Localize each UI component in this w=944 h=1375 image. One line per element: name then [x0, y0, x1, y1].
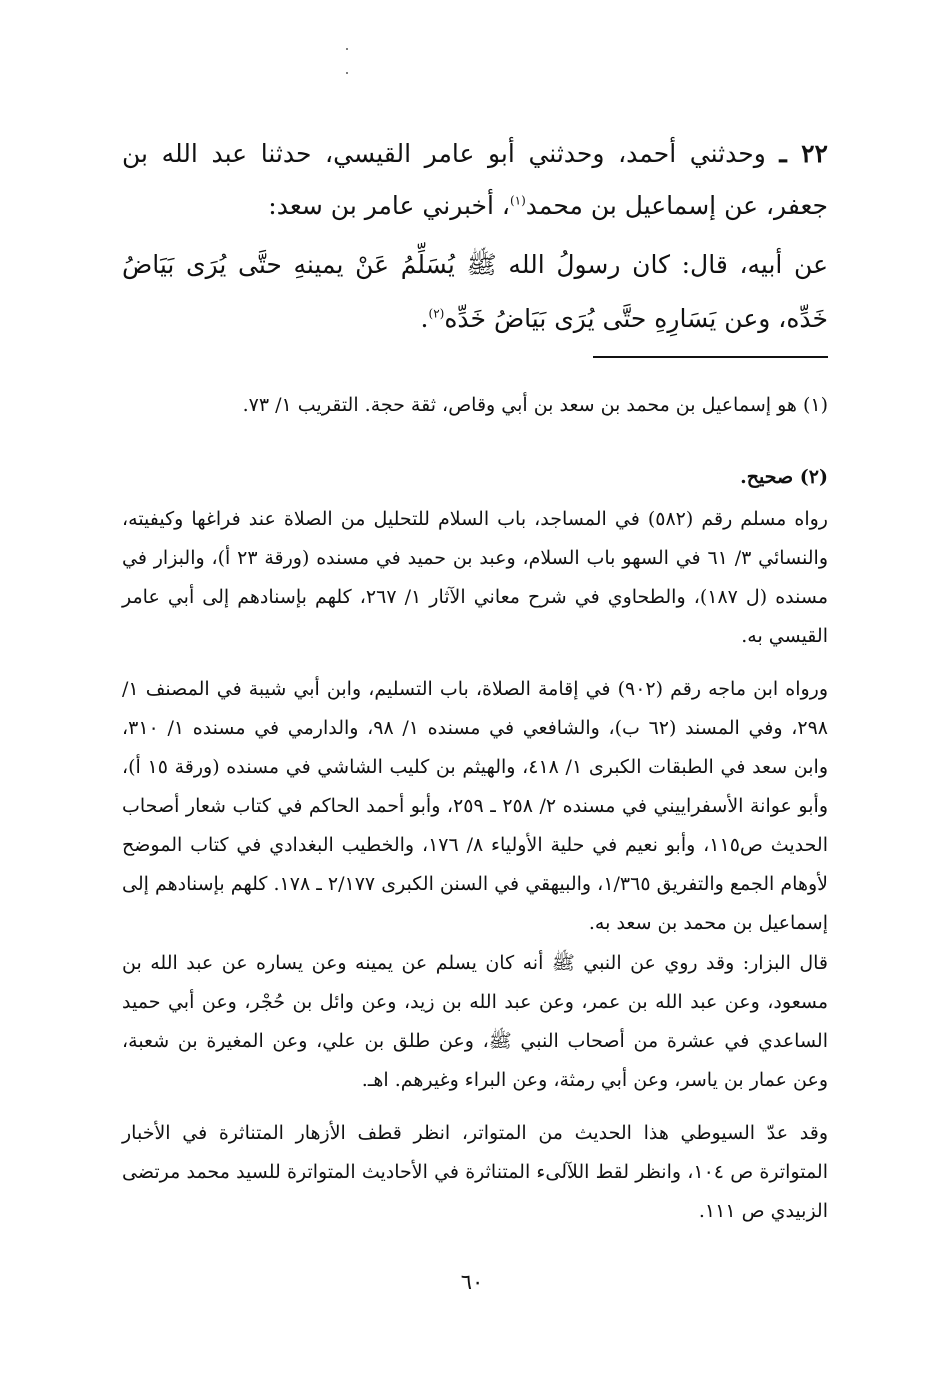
page-number: ٦٠	[460, 1270, 484, 1294]
footnote-ref-2: (٢)	[428, 306, 445, 321]
footnote-2-paragraph-4: وقد عدّ السيوطي هذا الحديث من المتواتر، انظر قطف الأزهار المتناثرة في الأخبار المتواترة ص ١٠٤، وانظر لقط اللآلىء المتناثرة في الأحاديث المتواترة للسيد محمد مرتضى الزبيدي ص ١١١.	[122, 1122, 828, 1222]
footnote-2-paragraph-1: رواه مسلم رقم (٥٨٢) في المساجد، باب السلام للتحليل من الصلاة عند فراغها وكيفيته، والنسائي ٣/ ٦١ في السهو باب السلام، وعبد بن حميد في مسنده (ورقة ٢٣ أ)، والبزار في مسنده (ل ١٨٧)، والطحاوي في شرح معاني الآثار ١/ ٢٦٧، كلهم بإسنادهم إلى أبي عامر القيسي به.	[122, 508, 828, 647]
footnote-ref-1: (١)	[509, 193, 526, 208]
footnote-2-paragraph-3: قال البزار: وقد روي عن النبي ﷺ أنه كان يسلم عن يمينه وعن يساره عن عبد الله بن مسعود، وعن عبد الله بن عمر، وعن عبد الله بن زيد، وعن وائل بن حُجْر، وعن أبي حميد الساعدي في عشرة من أصحاب النبي ﷺ، وعن طلق بن علي، وعن المغيرة بن شعبة، وعن عمار بن ياسر، وعن أبي رمثة، وعن البراء وغيرهم. اهـ.	[122, 952, 828, 1091]
matn-text: عن أبيه، قال: كان رسولُ الله ﷺ يُسَلِّمُ عَنْ يمينهِ حتَّى يُرَى بَيَاضُ خَدِّه، وعن يَسَارِهِ حتَّى يُرَى بَيَاضُ خَدِّه	[122, 250, 828, 333]
footnote-2-paragraph-2: ورواه ابن ماجه رقم (٩٠٢) في إقامة الصلاة، باب التسليم، وابن أبي شيبة في المصنف ١/ ٢٩٨، وفي المسند (٦٢ ب)، والشافعي في مسنده ١/ ٩٨، والدارمي في مسنده ١/ ٣١٠، وابن سعد في الطبقات الكبرى ١/ ٤١٨، والهيثم بن كليب الشاشي في مسنده (ورقة ١٥ أ)، وأبو عوانة الأسفراييني في مسنده ٢/ ٢٥٨ ـ ٢٥٩، وأبو أحمد الحاكم في كتاب شعار أصحاب الحديث ص١١٥، وأبو نعيم في حلية الأولياء ٨/ ١٧٦، والخطيب البغدادي في كتاب الموضح لأوهام الجمع والتفريق ١/٣٦٥، والبيهقي في السنن الكبرى ٢/١٧٧ ـ ١٧٨. كلهم بإسنادهم إلى إسماعيل بن محمد بن سعد به.	[122, 678, 828, 934]
hadith-number: ٢٢ ـ	[779, 139, 828, 168]
scan-speck	[346, 48, 348, 50]
hadith-isnad	[122, 128, 828, 232]
scan-speck	[346, 72, 348, 74]
footnote-1: (١) هو إسماعيل بن محمد بن سعد بن أبي وقاص، ثقة حجة. التقريب ١/ ٧٣.	[242, 394, 828, 416]
isnad-text-part-2: ، أخبرني عامر بن سعد:	[268, 191, 510, 220]
footnote-separator	[593, 356, 828, 358]
matn-end: .	[420, 304, 429, 333]
footnote-2-label: (٢) صحيح.	[740, 466, 828, 488]
hadith-matn	[122, 238, 828, 346]
isnad-text-part-1: وحدثني أحمد، وحدثني أبو عامر القيسي، حدثنا عبد الله بن جعفر، عن إسماعيل بن محمد	[122, 139, 828, 220]
